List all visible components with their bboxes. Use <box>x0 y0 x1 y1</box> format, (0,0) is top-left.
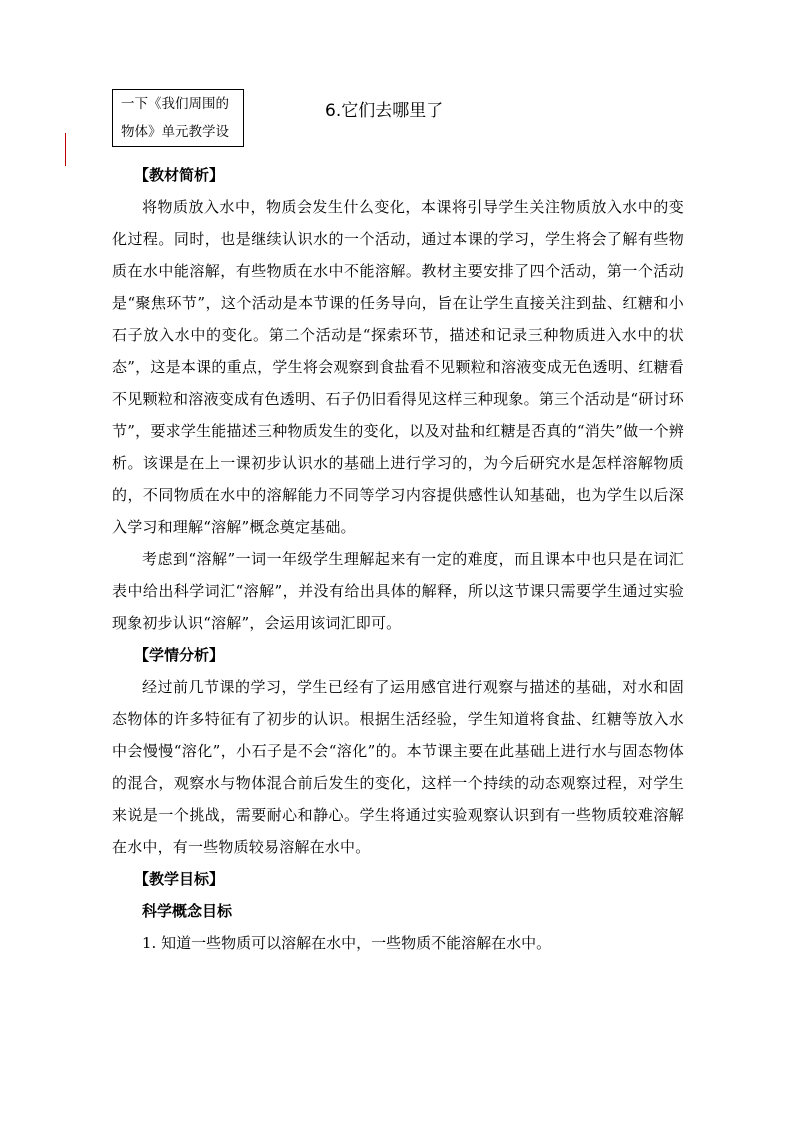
learner-paragraph-1: 经过前几节课的学习，学生已经有了运用感官进行观察与描述的基础，对水和固态物体的许多特征有了初步的认识。根据生活经验，学生知道将食盐、红糖等放入水中会慢慢“溶化”，小石子是不会“溶化”的。本节课主要在此基础上进行水与固态物体的混合，观察水与物体混合前后发生的变化，这样一个持续的动态观察过程，对学生来说是一个挑战，需要耐心和静心。学生将通过实验观察认识到有一些物质较难溶解在水中，有一些物质较易溶解在水中。 <box>112 678 684 856</box>
margin-mark <box>65 133 66 166</box>
material-paragraph-1: 将物质放入水中，物质会发生什么变化，本课将引导学生关注物质放入水中的变化过程。同时，也是继续认识水的一个活动，通过本课的学习，学生将会了解有些物质在水中能溶解，有些物质在水中不能溶解。教材主要安排了四个活动，第一个活动是“聚焦环节”，这个活动是本节课的任务导向，旨在让学生直接关注到盐、红糖和小石子放入水中的变化。第二个活动是“探索环节，描述和记录三种物质进入水中的状态”，这是本课的重点，学生将会观察到食盐看不见颗粒和溶液变成无色透明、红糖看不见颗粒和溶液变成有色透明、石子仍旧看得见这样三种现象。第三个活动是“研讨环节”，要求学生能描述三种物质发生的变化，以及对盐和红糖是否真的“消失”做一个辨析。该课是在上一课初步认识水的基础上进行学习的，为今后研究水是怎样溶解物质的，不同物质在水中的溶解能力不同等学习内容提供感性认知基础，也为学生以后深入学习和理解“溶解”概念奠定基础。 <box>112 198 684 536</box>
section-heading-goals: 【教学目标】 <box>134 870 225 888</box>
goals-subheading-concepts: 科学概念目标 <box>142 902 233 920</box>
lesson-title: 6.它们去哪里了 <box>325 101 444 121</box>
section-heading-learner: 【学情分析】 <box>134 646 225 664</box>
unit-label-line-2: 物体》单元教学设 <box>121 124 229 140</box>
unit-label-line-1: 一下《我们周围的 <box>121 96 229 112</box>
document-body <box>112 159 684 959</box>
section-heading-material: 【教材简析】 <box>134 166 225 184</box>
material-paragraph-2: 考虑到“溶解”一词一年级学生理解起来有一定的难度，而且课本中也只是在词汇表中给出科学词汇“溶解”，并没有给出具体的解释，所以这节课只需要学生通过实验现象初步认识“溶解”，会运用该词汇即可。 <box>112 550 684 632</box>
unit-label-box <box>112 89 244 147</box>
goals-list-item-1: 1. 知道一些物质可以溶解在水中，一些物质不能溶解在水中。 <box>142 934 552 952</box>
